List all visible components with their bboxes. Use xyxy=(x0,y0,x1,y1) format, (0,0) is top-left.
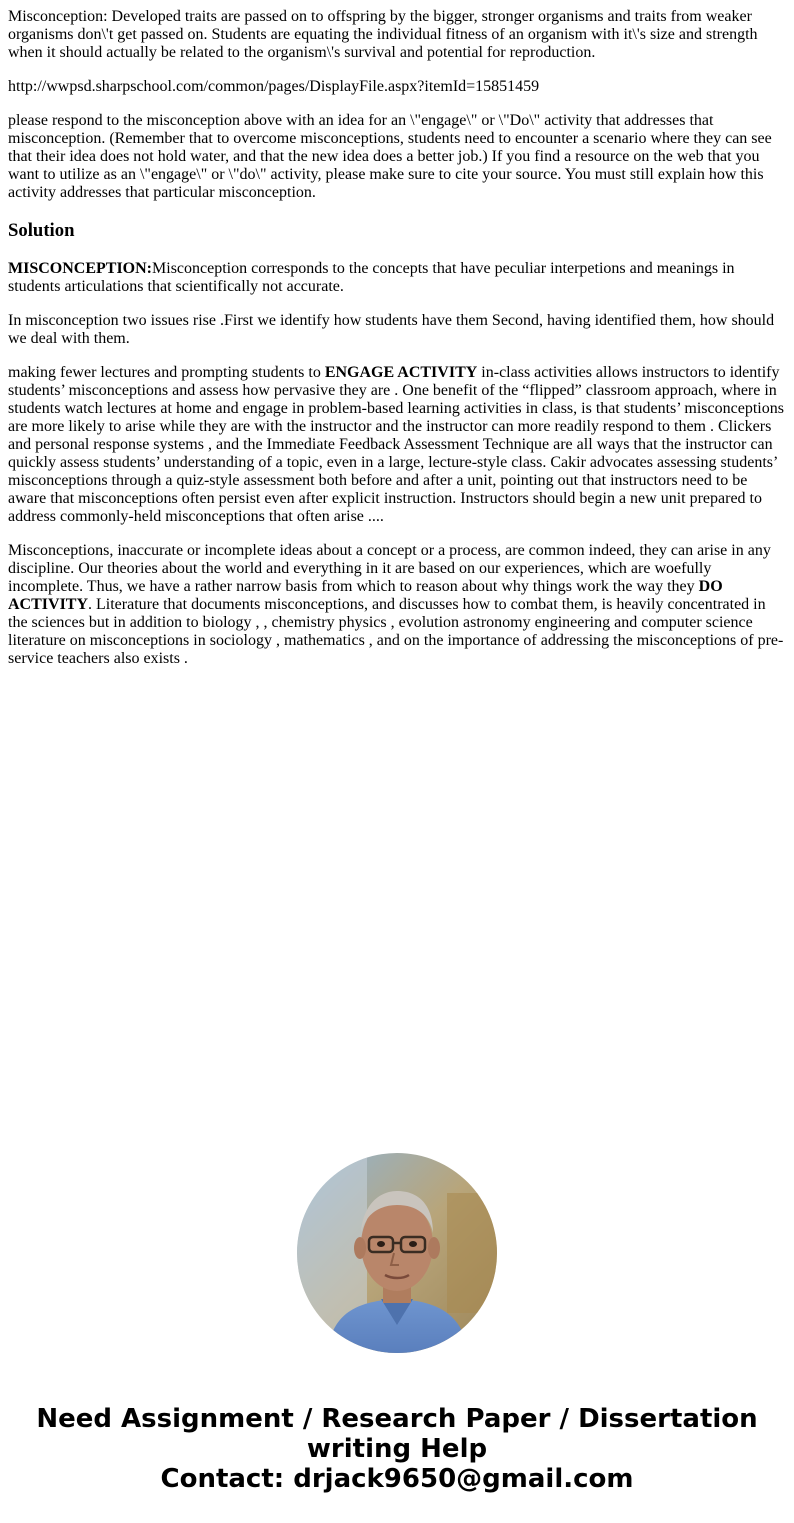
p4-start: Misconceptions, inaccurate or incomplete ideas about a concept or a process, are common indeed, they can arise in any discipline. Our theories about the world and everything in it are based on our experiences, which are woefully incomplete. Thus, we have a rather narrow basis from which to reason about why things work the way they xyxy=(8,542,771,595)
solution-paragraph-4 xyxy=(8,542,786,668)
cta-line-1: Need Assignment / Research Paper / Dissertation xyxy=(36,1404,758,1434)
solution-heading: Solution xyxy=(8,220,75,241)
solution-paragraph-1 xyxy=(8,260,786,296)
cta-line-2: writing Help xyxy=(306,1434,488,1464)
p3-end: in-class activities allows instructors to identify students’ misconceptions and assess how pervasive they are . One benefit of the “flipped” classroom approach, where in students watch lectures at home and engage in problem-based learning activities in class, is that students’ misconceptions are more likely to arise while they are with the instructor and the instructor can more readily respond to them . Clickers and personal response systems , and the Immediate Feedback Assessment Technique are all ways that the instructor can quickly assess students’ understanding of a topic, even in a large, lecture-style class. Cakir advocates assessing students’ misconceptions through a quiz-style assessment both before and after a unit, pointing out that instructors need to be aware that misconceptions often persist even after explicit instruction. Instructors should begin a new unit prepared to address commonly-held misconceptions that often arise .... xyxy=(8,364,784,525)
contact-email: Contact: drjack9650@gmail.com xyxy=(160,1464,634,1494)
author-photo xyxy=(297,1153,497,1353)
document-body xyxy=(8,8,786,684)
solution-paragraph-3 xyxy=(8,364,786,526)
misconception-label: MISCONCEPTION: xyxy=(8,260,153,277)
prompt-paragraph: please respond to the misconception above with an idea for an \"engage\" or \"Do\" activity that addresses that misconception. (Remember that to overcome misconceptions, students need to encounter a scenario where they can see that their idea does not hold water, and that the new idea does a better job.) If you find a resource on the web that you want to utilize as an \"engage\" or \"do\" activity, please make sure to cite your source. You must still explain how this activity addresses that particular misconception. xyxy=(8,112,772,201)
misconception-definition: Misconception corresponds to the concepts that have peculiar interpetions and meanings in students articulations that scientifically not accurate. xyxy=(8,260,735,295)
do-activity-label: DO ACTIVITY xyxy=(8,578,723,613)
misconception-paragraph: Misconception: Developed traits are passed on to offspring by the bigger, stronger organisms and traits from weaker organisms don\'t get passed on. Students are equating the individual fitness of an organism with it\'s size and strength when it should actually be related to the organism\'s survival and potential for reproduction. xyxy=(8,8,758,61)
source-link-text: http://wwpsd.sharpschool.com/common/pages/DisplayFile.aspx?itemId=15851459 xyxy=(8,78,540,95)
author-portrait-icon xyxy=(297,1153,497,1353)
contact-banner xyxy=(0,1404,794,1494)
p4-end: . Literature that documents misconceptions, and discusses how to combat them, is heavily concentrated in the sciences but in addition to biology , , chemistry physics , evolution astronomy engineering and computer science literature on misconceptions in sociology , mathematics , and on the importance of addressing the misconceptions of pre-service teachers also exists . xyxy=(8,596,784,667)
engage-activity-label: ENGAGE ACTIVITY xyxy=(324,364,478,381)
solution-paragraph-2: In misconception two issues rise .First we identify how students have them Second, having identified them, how should we deal with them. xyxy=(8,312,775,347)
p3-start: making fewer lectures and prompting students to xyxy=(8,364,325,381)
